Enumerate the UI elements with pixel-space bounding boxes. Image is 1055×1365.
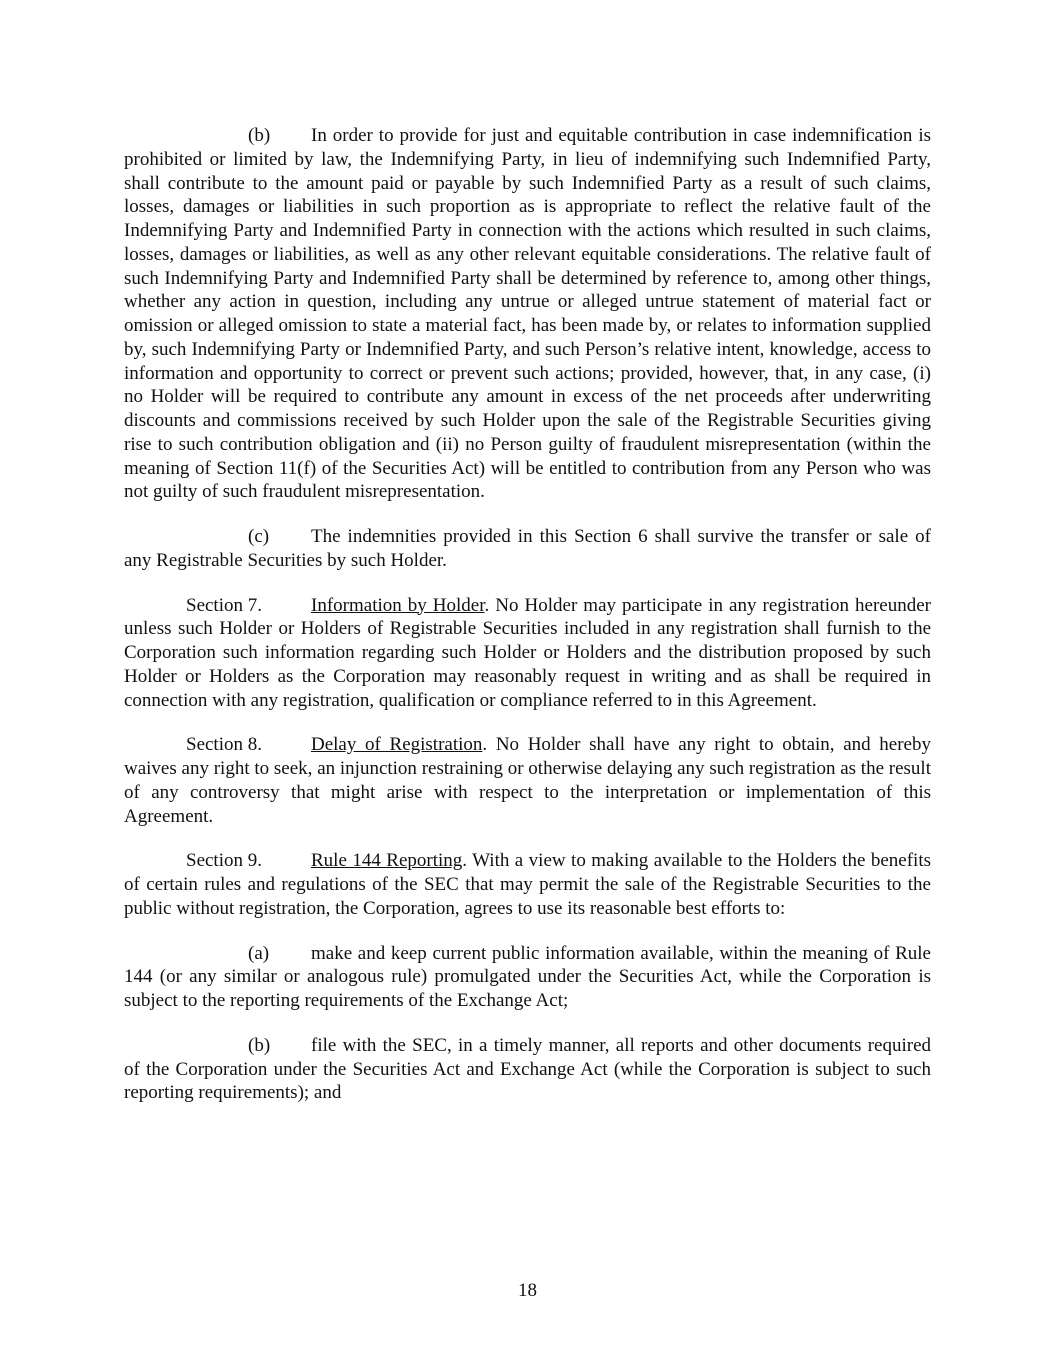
section-heading: Delay of Registration [311,734,483,756]
paragraph-text: In order to provide for just and equitable contribution in case indemnification is prohibited or limited by law, the Indemnifying Party, in lieu of indemnifying such Indemnified Party, shall contribute to the amount paid or payable by such Indemnified Party as a result of such claims, losses, damages or liabilities in such proportion as is appropriate to reflect the relative fault of the Indemnifying Party and Indemnified Party in connection with the actions which resulted in such claims, losses, damages or liabilities, as well as any other relevant equitable considerations. The relative fault of such Indemnifying Party and Indemnified Party shall be determined by reference to, among other things, whether any action in question, including any untrue or alleged untrue statement of material fact or omission or alleged omission to state a material fact, has been made by, or relates to information supplied by, such Indemnifying Party or Indemnified Party, and such Person’s relative intent, knowledge, access to information and opportunity to correct or prevent such actions; provided, however, that, in any case, (i) no Holder will be required to contribute any amount in excess of the net proceeds after underwriting discounts and commissions received by such Holder upon the sale of the Registrable Securities giving rise to such contribution obligation and (ii) no Person guilty of fraudulent misrepresentation (within the meaning of Section 11(f) of the Securities Act) will be entitled to contribution from any Person who was not guilty of such fraudulent misrepresentation. [124,125,931,503]
paragraph-label: (b) [248,1034,271,1056]
section-heading: Information by Holder [311,594,485,616]
section-9 [124,849,931,920]
paragraph-text: . With a view to making available to the Holders the benefits of certain rules and regulations of the SEC that may permit the sale of the Registrable Securities to the public without registration, the Corporation, agrees to use its reasonable best efforts to: [124,850,931,919]
paragraph-9b [124,1034,931,1105]
paragraph-label: (a) [248,942,270,964]
document-page [124,124,931,1126]
section-heading: Rule 144 Reporting [311,850,463,872]
paragraph-text: The indemnities provided in this Section 6 shall survive the transfer or sale of any Registrable Securities by such Holder. [124,526,931,571]
section-label: Section 8. [186,734,262,756]
section-label: Section 9. [186,850,262,872]
paragraph-9a [124,942,931,1013]
paragraph-text: file with the SEC, in a timely manner, all reports and other documents required of the Corporation under the Securities Act and Exchange Act (while the Corporation is subject to such reporting requirements); and [124,1034,931,1104]
paragraph-6c [124,525,931,573]
paragraph-label: (c) [248,526,270,547]
paragraph-6b [124,124,931,504]
paragraph-text: . No Holder shall have any right to obtain, and hereby waives any right to seek, an injunction restraining or otherwise delaying any such registration as the result of any controversy that might arise with respect to the interpretation or implementation of this Agreement. [124,734,931,827]
section-7 [124,594,931,713]
section-label: Section 7. [186,594,262,616]
page-number: 18 [518,1280,537,1301]
paragraph-text: . No Holder may participate in any registration hereunder unless such Holder or Holders of Registrable Securities included in any registration shall furnish to the Corporation such information regarding such Holder or Holders and the distribution proposed by such Holder or Holders as the Corporation may reasonably request in writing and as shall be required in connection with any registration, qualification or compliance referred to in this Agreement. [124,594,931,711]
paragraph-text: make and keep current public information available, within the meaning of Rule 144 (or any similar or analogous rule) promulgated under the Securities Act, while the Corporation is subject to the reporting requirements of the Exchange Act; [124,942,931,1011]
section-8 [124,733,931,828]
paragraph-label: (b) [248,125,271,146]
